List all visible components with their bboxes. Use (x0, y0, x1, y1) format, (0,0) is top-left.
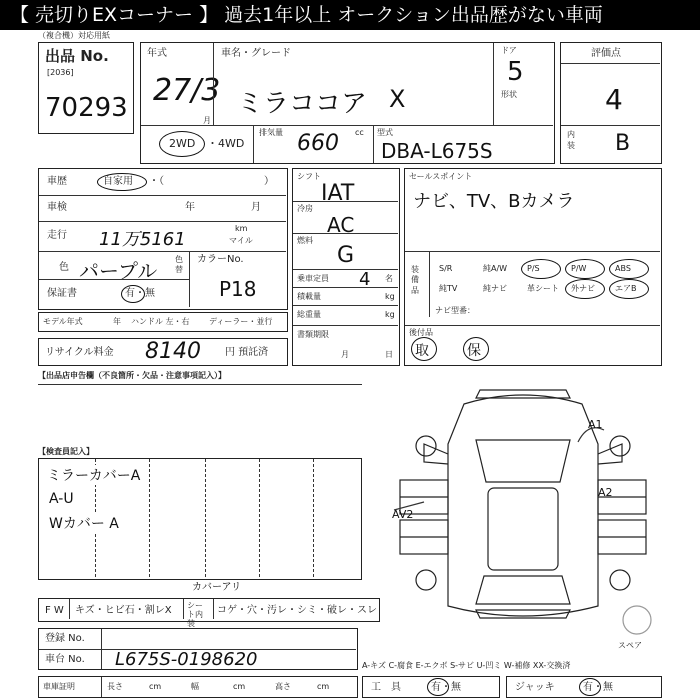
reg-day: 日 (385, 350, 393, 359)
jack-value[interactable]: 有・無 (583, 682, 613, 693)
cert-col: 幅 (191, 682, 199, 691)
score-value: 4 (605, 83, 623, 116)
shift-value: IAT (321, 181, 355, 206)
cert-label: 車庫証明 (43, 682, 75, 691)
mileage-unit-km: km (235, 224, 248, 233)
page-banner: 【 売切りEXコーナー 】 過去1年以上 オークション出品歴がない車両 (0, 0, 700, 30)
history-label: 車歴 (47, 176, 67, 187)
recycle-unit: 円 預託済 (225, 347, 269, 358)
score-label: 評価点 (591, 48, 621, 59)
rear-value-2: 保 (467, 343, 481, 359)
load-label: 積載量 (297, 292, 321, 301)
handle-label: ハンドル 左・右 (131, 317, 190, 326)
chassis-box (38, 628, 358, 670)
chassis-label: 車台 No. (45, 654, 85, 665)
shift-label: シフト (297, 172, 321, 181)
fw-label: F W (45, 605, 64, 616)
chassis-value: L675S-0198620 (115, 649, 258, 670)
cc-mark: cc (355, 128, 364, 137)
equip-item[interactable]: 純TV (439, 284, 458, 293)
equip-item[interactable]: S/R (439, 264, 453, 273)
seat-desc: コゲ・穴・汚レ・シミ・破レ・スレ (217, 605, 377, 616)
kg-1: kg (385, 292, 395, 301)
note-2: A-U (49, 491, 74, 507)
cert-col: cm (149, 682, 162, 691)
color-change-label: 色替 (175, 255, 183, 275)
drive-4wd[interactable]: ・4WD (207, 137, 245, 150)
cert-col: cm (233, 682, 246, 691)
inspection-label: 車検 (47, 202, 67, 213)
jack-box (506, 676, 662, 698)
handwritten-cover: カバーアリ (192, 582, 242, 593)
model-value: DBA-L675S (381, 139, 493, 163)
model-year-label: モデル年式 (43, 317, 83, 326)
tool-box (362, 676, 500, 698)
grade-value: X (389, 85, 406, 113)
equip-circle (565, 259, 605, 279)
navi-label: ナビ型番： (435, 306, 475, 315)
name-value: ミラココア (237, 89, 368, 119)
year-month-mark: 月 (203, 116, 211, 125)
dealer-label: ディーラー・並行 (209, 317, 273, 326)
mileage-value: 11万5161 (99, 229, 186, 250)
note-1: ミラーカバーA (47, 465, 140, 485)
doors-label: ドア (501, 46, 517, 55)
cert-col: cm (317, 682, 330, 691)
cert-col: 高さ (275, 682, 291, 691)
interior-value: B (615, 131, 631, 156)
equip-item[interactable]: エアB (615, 284, 637, 293)
name-label: 車名・グレード (221, 48, 291, 59)
sales-label: セールスポイント (409, 172, 473, 181)
mark-a1: A1 (588, 418, 603, 431)
equip-item[interactable]: P/S (527, 264, 540, 273)
car-info-box (140, 42, 555, 164)
mark-a2: A2 (598, 486, 613, 499)
sales-value: ナビ、TV、Bカメラ (413, 191, 575, 212)
mileage-unit-mile: マイル (229, 236, 253, 245)
ac-value: AC (327, 213, 355, 237)
inspector-notes-box (38, 458, 362, 580)
lot-box (38, 42, 134, 134)
details-right-box (404, 168, 662, 366)
details-left-box (38, 168, 288, 310)
colorcode-label: カラーNo. (197, 254, 244, 265)
equip-circle (521, 259, 561, 279)
interior-label: 内装 (567, 130, 575, 151)
year-value: 27/3 (153, 73, 221, 108)
rear-value-1: 取 (415, 343, 429, 359)
mileage-label: 走行 (47, 230, 67, 241)
capacity-unit: 名 (385, 274, 393, 283)
colorcode-value: P18 (219, 277, 257, 301)
history-value[interactable]: 自家用 (103, 176, 133, 187)
fw-seat-box (38, 598, 380, 628)
inspection-month: 月 (251, 202, 261, 213)
registration-label: 書類期限 (297, 330, 329, 339)
tool-label: 工 具 (371, 682, 401, 693)
cert-box (38, 676, 358, 698)
gross-label: 総重量 (297, 310, 321, 319)
displacement-value: 660 (297, 131, 339, 156)
mark-av2: AV2 (392, 508, 414, 521)
equip-item[interactable]: 純A/W (483, 264, 508, 273)
damage-legend: A-キズ C-腐食 E-エクボ S-サビ U-凹ミ W-補修 XX-交換済 (362, 661, 571, 670)
fuel-label: 燃料 (297, 236, 313, 245)
drive-2wd[interactable]: 2WD (169, 137, 196, 150)
rear-label: 後付品 (409, 328, 433, 337)
score-box (560, 42, 662, 164)
recycle-box (38, 338, 288, 366)
color-label: 色 (59, 262, 69, 273)
reg-month: 月 (341, 350, 349, 359)
seat-label: シート内装 (187, 601, 203, 628)
inspector-label: 【検査員記入】 (38, 447, 94, 456)
equip-item[interactable]: ABS (615, 264, 631, 273)
lot-small: [2036] (47, 68, 74, 77)
equip-label: 装備品 (411, 265, 419, 295)
top-note: （複合機）対応用紙 (38, 31, 110, 40)
fuel-value: G (337, 243, 355, 268)
note-3: Wカバー A (49, 513, 119, 533)
equip-circle (609, 259, 649, 279)
spare-label: スペア (618, 641, 642, 650)
recycle-value: 8140 (145, 339, 201, 364)
details-mid-box (292, 168, 400, 366)
recycle-label: リサイクル料金 (45, 347, 114, 358)
year-label: 年式 (147, 48, 167, 59)
doors-value: 5 (507, 57, 524, 87)
capacity-value: 4 (359, 269, 371, 290)
jack-label: ジャッキ (515, 682, 555, 693)
equip-item[interactable]: 純ナビ (483, 284, 507, 293)
equip-item[interactable]: 外ナビ (571, 284, 595, 293)
lot-label: 出品 No. (45, 47, 109, 65)
model-year-box (38, 312, 288, 332)
warranty-label: 保証書 (47, 288, 77, 299)
kg-2: kg (385, 310, 395, 319)
warranty-value[interactable]: 有・無 (125, 288, 155, 299)
history-paren: ・（ ） (149, 176, 274, 187)
model-year-unit: 年 (113, 317, 121, 326)
ac-label: 冷房 (297, 204, 313, 213)
cert-col: 長さ (107, 682, 123, 691)
tool-value[interactable]: 有・無 (431, 682, 461, 693)
displacement-label: 排気量 (259, 128, 283, 137)
color-value: パープル (79, 259, 158, 283)
reg-no-label: 登録 No. (45, 633, 85, 644)
equip-item[interactable]: P/W (571, 264, 587, 273)
capacity-label: 乗車定員 (297, 274, 329, 283)
car-diagram (384, 384, 662, 658)
lot-number: 70293 (45, 93, 128, 123)
fw-desc: キズ・ヒビ石・割レX (75, 605, 172, 616)
equip-circle (565, 279, 605, 299)
seller-label: 【出品店申告欄（不良箇所・欠品・注意事項記入）】 (38, 371, 226, 380)
equip-item[interactable]: 革シート (527, 284, 559, 293)
inspection-year: 年 (185, 202, 195, 213)
model-label: 型式 (377, 128, 393, 137)
shape-label: 形状 (501, 90, 517, 99)
equip-circle (609, 279, 649, 299)
